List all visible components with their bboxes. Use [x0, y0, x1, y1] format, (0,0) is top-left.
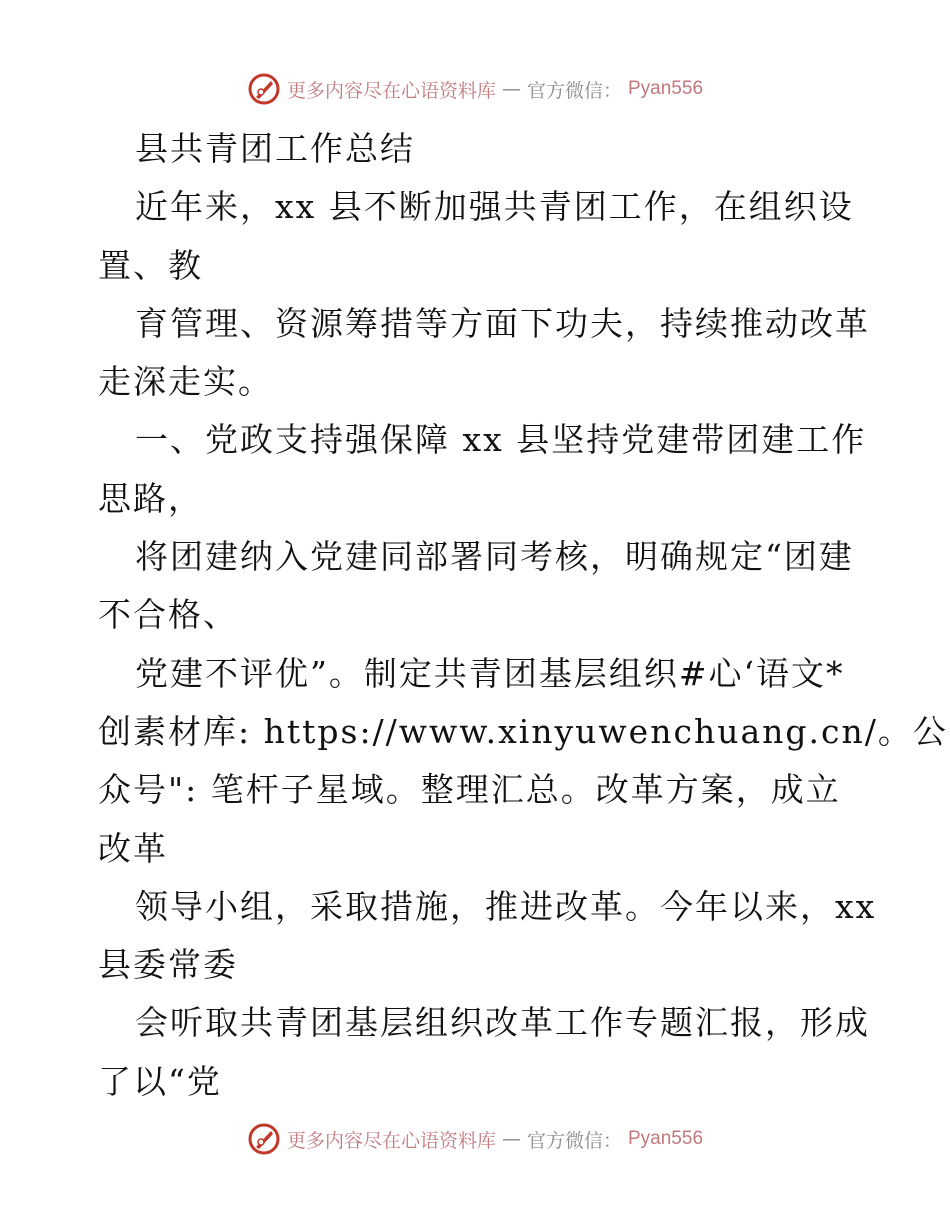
text-line: 置、教	[98, 245, 203, 285]
watermark-banner-bottom	[0, 1122, 950, 1156]
quill-logo-icon	[247, 1122, 281, 1156]
text-line: 近年来，xx 县不断加强共青团工作，在组织设	[135, 187, 854, 227]
text-line: 一、党政支持强保障 xx 县坚持党建带团建工作	[135, 420, 867, 460]
watermark-dash: —	[501, 1128, 521, 1150]
watermark-id: Pyan556	[628, 78, 704, 99]
quill-logo-icon	[247, 72, 281, 106]
text-line: 思路，	[98, 478, 203, 518]
text-line: 县共青团工作总结	[135, 129, 415, 168]
text-line: 会听取共青团基层组织改革工作专题汇报，形成	[135, 1003, 870, 1043]
text-line: 领导小组，采取措施，推进改革。今年以来，xx	[135, 886, 877, 926]
text-line: 创素材库: https://www.xinyuwenchuang.cn/。公	[98, 711, 948, 751]
text-line: 众号": 笔杆子星域。整理汇总。改革方案，成立	[98, 770, 841, 810]
text-line: 县委常委	[98, 945, 238, 985]
text-line: 走深走实。	[98, 362, 273, 402]
text-line: 党建不评优”。制定共青团基层组织#心‘语文*	[135, 653, 845, 693]
watermark-tail: 官方微信：	[526, 79, 622, 102]
text-line: 不合格、	[98, 595, 238, 635]
document-body	[98, 120, 948, 1111]
watermark-dash: —	[501, 78, 521, 100]
watermark-lead: 更多内容尽在心语资料库	[286, 1129, 496, 1152]
text-line: 将团建纳入党建同部署同考核，明确规定“团建	[135, 537, 854, 577]
watermark-tail: 官方微信：	[526, 1129, 622, 1152]
text-line: 育管理、资源筹措等方面下功夫，持续推动改革	[135, 303, 870, 343]
text-line: 了以“党	[98, 1061, 222, 1101]
watermark-banner-top	[0, 72, 950, 106]
text-line: 改革	[98, 828, 168, 868]
watermark-lead: 更多内容尽在心语资料库	[286, 79, 496, 102]
watermark-id: Pyan556	[628, 1128, 704, 1149]
